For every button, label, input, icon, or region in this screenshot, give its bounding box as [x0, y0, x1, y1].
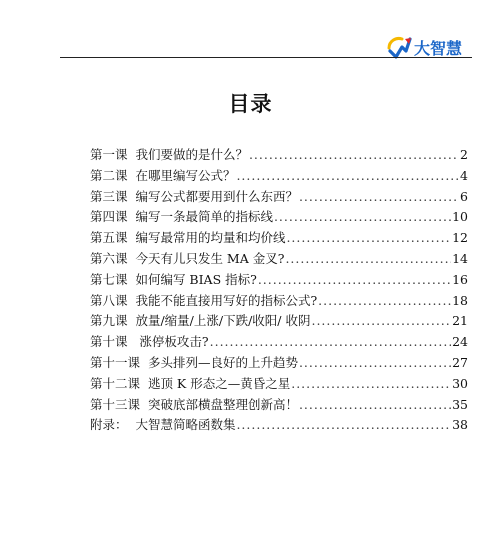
toc-dot-leader: [274, 207, 451, 228]
toc-dot-leader: [285, 249, 451, 270]
toc-entry-page: 18: [452, 292, 468, 308]
toc-entry-page: 24: [452, 334, 468, 350]
toc-entry-label: 第五课 编写最常用的均量和均价线: [90, 230, 286, 246]
toc-dot-leader: [236, 166, 459, 187]
toc-entry-label: 第十二课 逃顶 K 形态之—黄昏之星: [90, 375, 291, 391]
page-title: 目录: [228, 92, 273, 116]
toc-entry-label: 第八课 我能不能直接用写好的指标公式?: [90, 292, 318, 308]
toc-dot-leader: [236, 415, 451, 436]
toc-dot-leader: [299, 395, 451, 416]
toc-entry-page: 2: [460, 147, 468, 162]
toc-entry-1[interactable]: [90, 145, 468, 166]
toc-entry-label: 第二课 在哪里编写公式？: [90, 167, 236, 183]
toc-dot-leader: [311, 311, 451, 332]
toc-entry-2[interactable]: [90, 166, 468, 187]
toc-dot-leader: [258, 270, 451, 291]
toc-entry-5[interactable]: [90, 228, 468, 249]
toc-dot-leader: [299, 187, 459, 208]
toc-dot-leader: [299, 353, 451, 374]
toc-entry-page: 21: [452, 313, 468, 329]
toc-entry-label: 第七课 如何编写 BIAS 指标?: [90, 271, 257, 287]
toc-entry-7[interactable]: [90, 270, 468, 291]
toc-dot-leader: [249, 145, 459, 166]
page-header: [0, 0, 501, 60]
toc-entry-label: 附录： 大智慧简略函数集: [90, 417, 236, 433]
toc-entry-4[interactable]: [90, 207, 468, 228]
toc-entry-label: 第三课 编写公式都要用到什么东西？: [90, 188, 298, 204]
toc-dot-leader: [291, 374, 451, 395]
toc-entry-page: 4: [460, 167, 468, 183]
toc-entry-page: 27: [452, 354, 468, 370]
toc-entry-label: 第十课 涨停板攻击?: [90, 334, 209, 350]
toc-entry-11[interactable]: [90, 353, 468, 374]
toc-entry-label: 第一课 我们要做的是什么？: [90, 147, 248, 162]
toc-entry-page: 38: [452, 417, 468, 433]
toc-entry-12[interactable]: [90, 374, 468, 395]
toc-entry-label: 第九课 放量/缩量/上涨/下跌/收阳/ 收阴: [90, 313, 311, 329]
toc-entry-page: 35: [452, 396, 468, 412]
toc-entry-label: 第十三课 突破底部横盘整理创新高！: [90, 396, 298, 412]
toc-dot-leader: [210, 332, 451, 353]
toc-entry-6[interactable]: [90, 249, 468, 270]
toc-entry-9[interactable]: [90, 311, 468, 332]
toc-entry-page: 12: [452, 230, 468, 246]
header-divider: [60, 57, 472, 58]
toc-entry-page: 6: [460, 188, 468, 204]
toc-entry-page: 14: [452, 250, 468, 266]
toc-entry-label: 第六课 今天有儿只发生 MA 金叉?: [90, 250, 285, 266]
toc-dot-leader: [286, 228, 451, 249]
toc-entry-page: 30: [452, 375, 468, 391]
toc-entry-label: 第十一课 多头排列—良好的上升趋势: [90, 354, 298, 370]
brand-logo-text: 大智慧: [414, 38, 463, 58]
toc-entry-page: 16: [452, 271, 468, 287]
toc-entry-label: 第四课 编写一条最简单的指标线: [90, 209, 273, 225]
toc-dot-leader: [318, 291, 451, 312]
toc-entry-page: 10: [452, 209, 468, 225]
toc-entry-13[interactable]: [90, 395, 468, 416]
toc-entry-14[interactable]: [90, 415, 468, 436]
toc-entry-10[interactable]: [90, 332, 468, 353]
dzh-logo-icon: [386, 35, 412, 59]
toc-entry-8[interactable]: [90, 291, 468, 312]
table-of-contents: [90, 145, 468, 436]
toc-entry-3[interactable]: [90, 187, 468, 208]
